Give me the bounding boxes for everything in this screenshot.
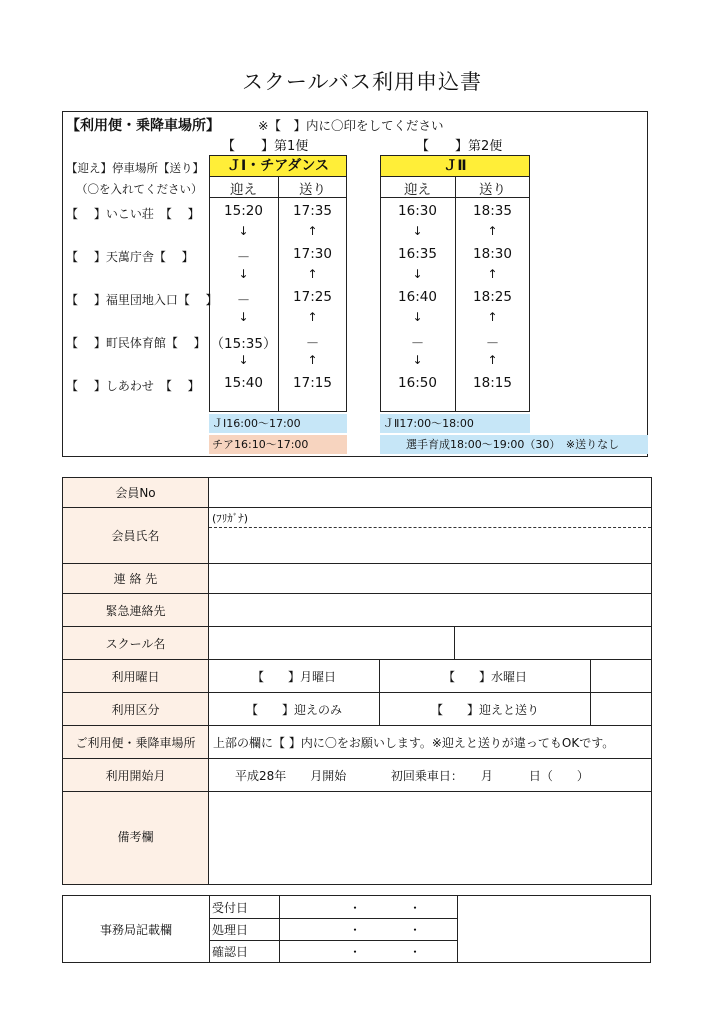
stop-label-tenman: 【 】天萬庁舎【 】: [66, 250, 194, 264]
processed-date-dots[interactable]: ・ ・: [349, 923, 422, 937]
processed-date-label: 処理日: [212, 923, 249, 937]
bin1-dropoff-time: －: [305, 336, 320, 352]
remarks-label: 備考欄: [63, 792, 209, 885]
band-j1: ＪⅠ16:00～17:00: [209, 414, 347, 433]
bin1-dropoff-time: 17:25: [293, 289, 332, 305]
bin1-label: 【 】第1便: [222, 139, 309, 154]
stop-label-gym: 【 】町民体育館【 】: [66, 336, 206, 350]
band-senshu: 選手育成18:00～19:00（30） ※送りなし: [380, 435, 648, 454]
office-use-label: 事務局記載欄: [63, 896, 210, 962]
member-no-field[interactable]: [209, 478, 652, 508]
bin1-dropoff-time: 17:35: [293, 203, 332, 219]
arrow-up-icon: ↑: [307, 353, 318, 367]
arrow-down-icon: ↓: [238, 267, 249, 281]
member-name-field[interactable]: [209, 508, 652, 564]
bin1-pickup-time: 15:20: [224, 203, 263, 219]
stop-column-header: 【迎え】停車場所【送り】: [66, 161, 204, 175]
contact-field[interactable]: [209, 564, 652, 594]
bin2-dropoff-time: 18:15: [473, 375, 512, 391]
day-monday-option[interactable]: 【 】月曜日: [209, 660, 380, 693]
bin1-pickup-time: －: [236, 293, 251, 309]
usage-label: 利用区分: [63, 693, 209, 726]
start-month-value: 平成28年 月開始: [235, 768, 347, 783]
bin2-header: ＪⅡ: [380, 155, 530, 177]
bin1-pickup-header: 迎え: [230, 182, 257, 198]
school-name-field-2[interactable]: [455, 627, 652, 660]
bin2-pickup-time: 16:35: [398, 246, 437, 262]
stop-column-subheader: （〇を入れてください）: [76, 182, 203, 196]
arrow-up-icon: ↑: [487, 224, 498, 238]
bin2-pickup-time: －: [410, 336, 425, 352]
bin2-pickup-time: 16:50: [398, 375, 437, 391]
arrow-up-icon: ↑: [307, 224, 318, 238]
arrow-up-icon: ↑: [487, 267, 498, 281]
bin2-dropoff-time: 18:30: [473, 246, 512, 262]
page-title: スクールバス利用申込書: [241, 70, 483, 94]
arrow-down-icon: ↓: [412, 267, 423, 281]
bin2-dropoff-time: －: [485, 336, 500, 352]
bin1-dropoff-time: 17:15: [293, 375, 332, 391]
route-section-heading: 【利用便・乗降車場所】: [66, 118, 220, 134]
arrow-down-icon: ↓: [412, 224, 423, 238]
stop-label-fukuzato: 【 】福里団地入口【 】: [66, 293, 218, 307]
bin2-dropoff-time: 18:25: [473, 289, 512, 305]
day-extra-cell: [591, 660, 652, 693]
furigana-label: (ﾌﾘｶﾞﾅ): [209, 508, 651, 528]
route-section-note: ※【 】内に〇印をしてください: [258, 118, 444, 133]
arrow-down-icon: ↓: [238, 224, 249, 238]
bin2-dropoff-header: 送り: [479, 182, 506, 198]
stop-label-shiawase: 【 】しあわせ 【 】: [66, 379, 200, 393]
bin2-label: 【 】第2便: [416, 139, 503, 154]
band-cheer: チア16:10～17:00: [209, 435, 347, 454]
bin2-dropoff-time: 18:35: [473, 203, 512, 219]
route-label: ご利用便・乗降車場所: [63, 726, 209, 759]
arrow-down-icon: ↓: [238, 310, 249, 324]
emergency-contact-field[interactable]: [209, 594, 652, 627]
arrow-up-icon: ↑: [307, 310, 318, 324]
bin1-dropoff-time: 17:30: [293, 246, 332, 262]
arrow-down-icon: ↓: [238, 353, 249, 367]
day-label: 利用曜日: [63, 660, 209, 693]
stop-label-ikoiso: 【 】いこい荘 【 】: [66, 207, 200, 221]
confirmed-date-label: 確認日: [212, 945, 249, 959]
school-name-field[interactable]: [209, 627, 455, 660]
bin2-pickup-time: 16:40: [398, 289, 437, 305]
arrow-up-icon: ↑: [307, 267, 318, 281]
usage-extra-cell: [591, 693, 652, 726]
office-notes-field[interactable]: [457, 896, 650, 962]
received-date-label: 受付日: [212, 901, 249, 915]
member-name-label: 会員氏名: [63, 508, 209, 564]
start-month-field[interactable]: [209, 759, 652, 792]
bin2-pickup-header: 迎え: [404, 182, 431, 198]
arrow-up-icon: ↑: [487, 353, 498, 367]
day-wednesday-option[interactable]: 【 】水曜日: [380, 660, 591, 693]
arrow-down-icon: ↓: [412, 310, 423, 324]
bin1-pickup-time: （15:35）: [210, 336, 277, 352]
bin2-pickup-time: 16:30: [398, 203, 437, 219]
arrow-up-icon: ↑: [487, 310, 498, 324]
confirmed-date-dots[interactable]: ・ ・: [349, 945, 422, 959]
bin1-pickup-time: 15:40: [224, 375, 263, 391]
office-use-box: [62, 895, 651, 963]
received-date-dots[interactable]: ・ ・: [349, 901, 422, 915]
member-no-label: 会員No: [63, 478, 209, 508]
first-ride-value: 初回乗車日： 月 日（ ）: [390, 768, 589, 783]
emergency-contact-label: 緊急連絡先: [63, 594, 209, 627]
contact-label: 連 絡 先: [63, 564, 209, 594]
remarks-field[interactable]: [209, 792, 652, 885]
arrow-down-icon: ↓: [412, 353, 423, 367]
usage-pickup-only-option[interactable]: 【 】迎えのみ: [209, 693, 380, 726]
start-month-label: 利用開始月: [63, 759, 209, 792]
bin1-pickup-time: －: [236, 250, 251, 266]
band-j2: ＪⅡ17:00～18:00: [380, 414, 530, 433]
route-note: 上部の欄に【 】内に〇をお願いします。※迎えと送りが違ってもOKです。: [209, 726, 652, 759]
bin1-header: ＪⅠ・チアダンス: [209, 155, 347, 177]
application-form: [62, 477, 652, 885]
school-name-label: スクール名: [63, 627, 209, 660]
bin1-dropoff-header: 送り: [299, 182, 326, 198]
usage-both-option[interactable]: 【 】迎えと送り: [380, 693, 591, 726]
